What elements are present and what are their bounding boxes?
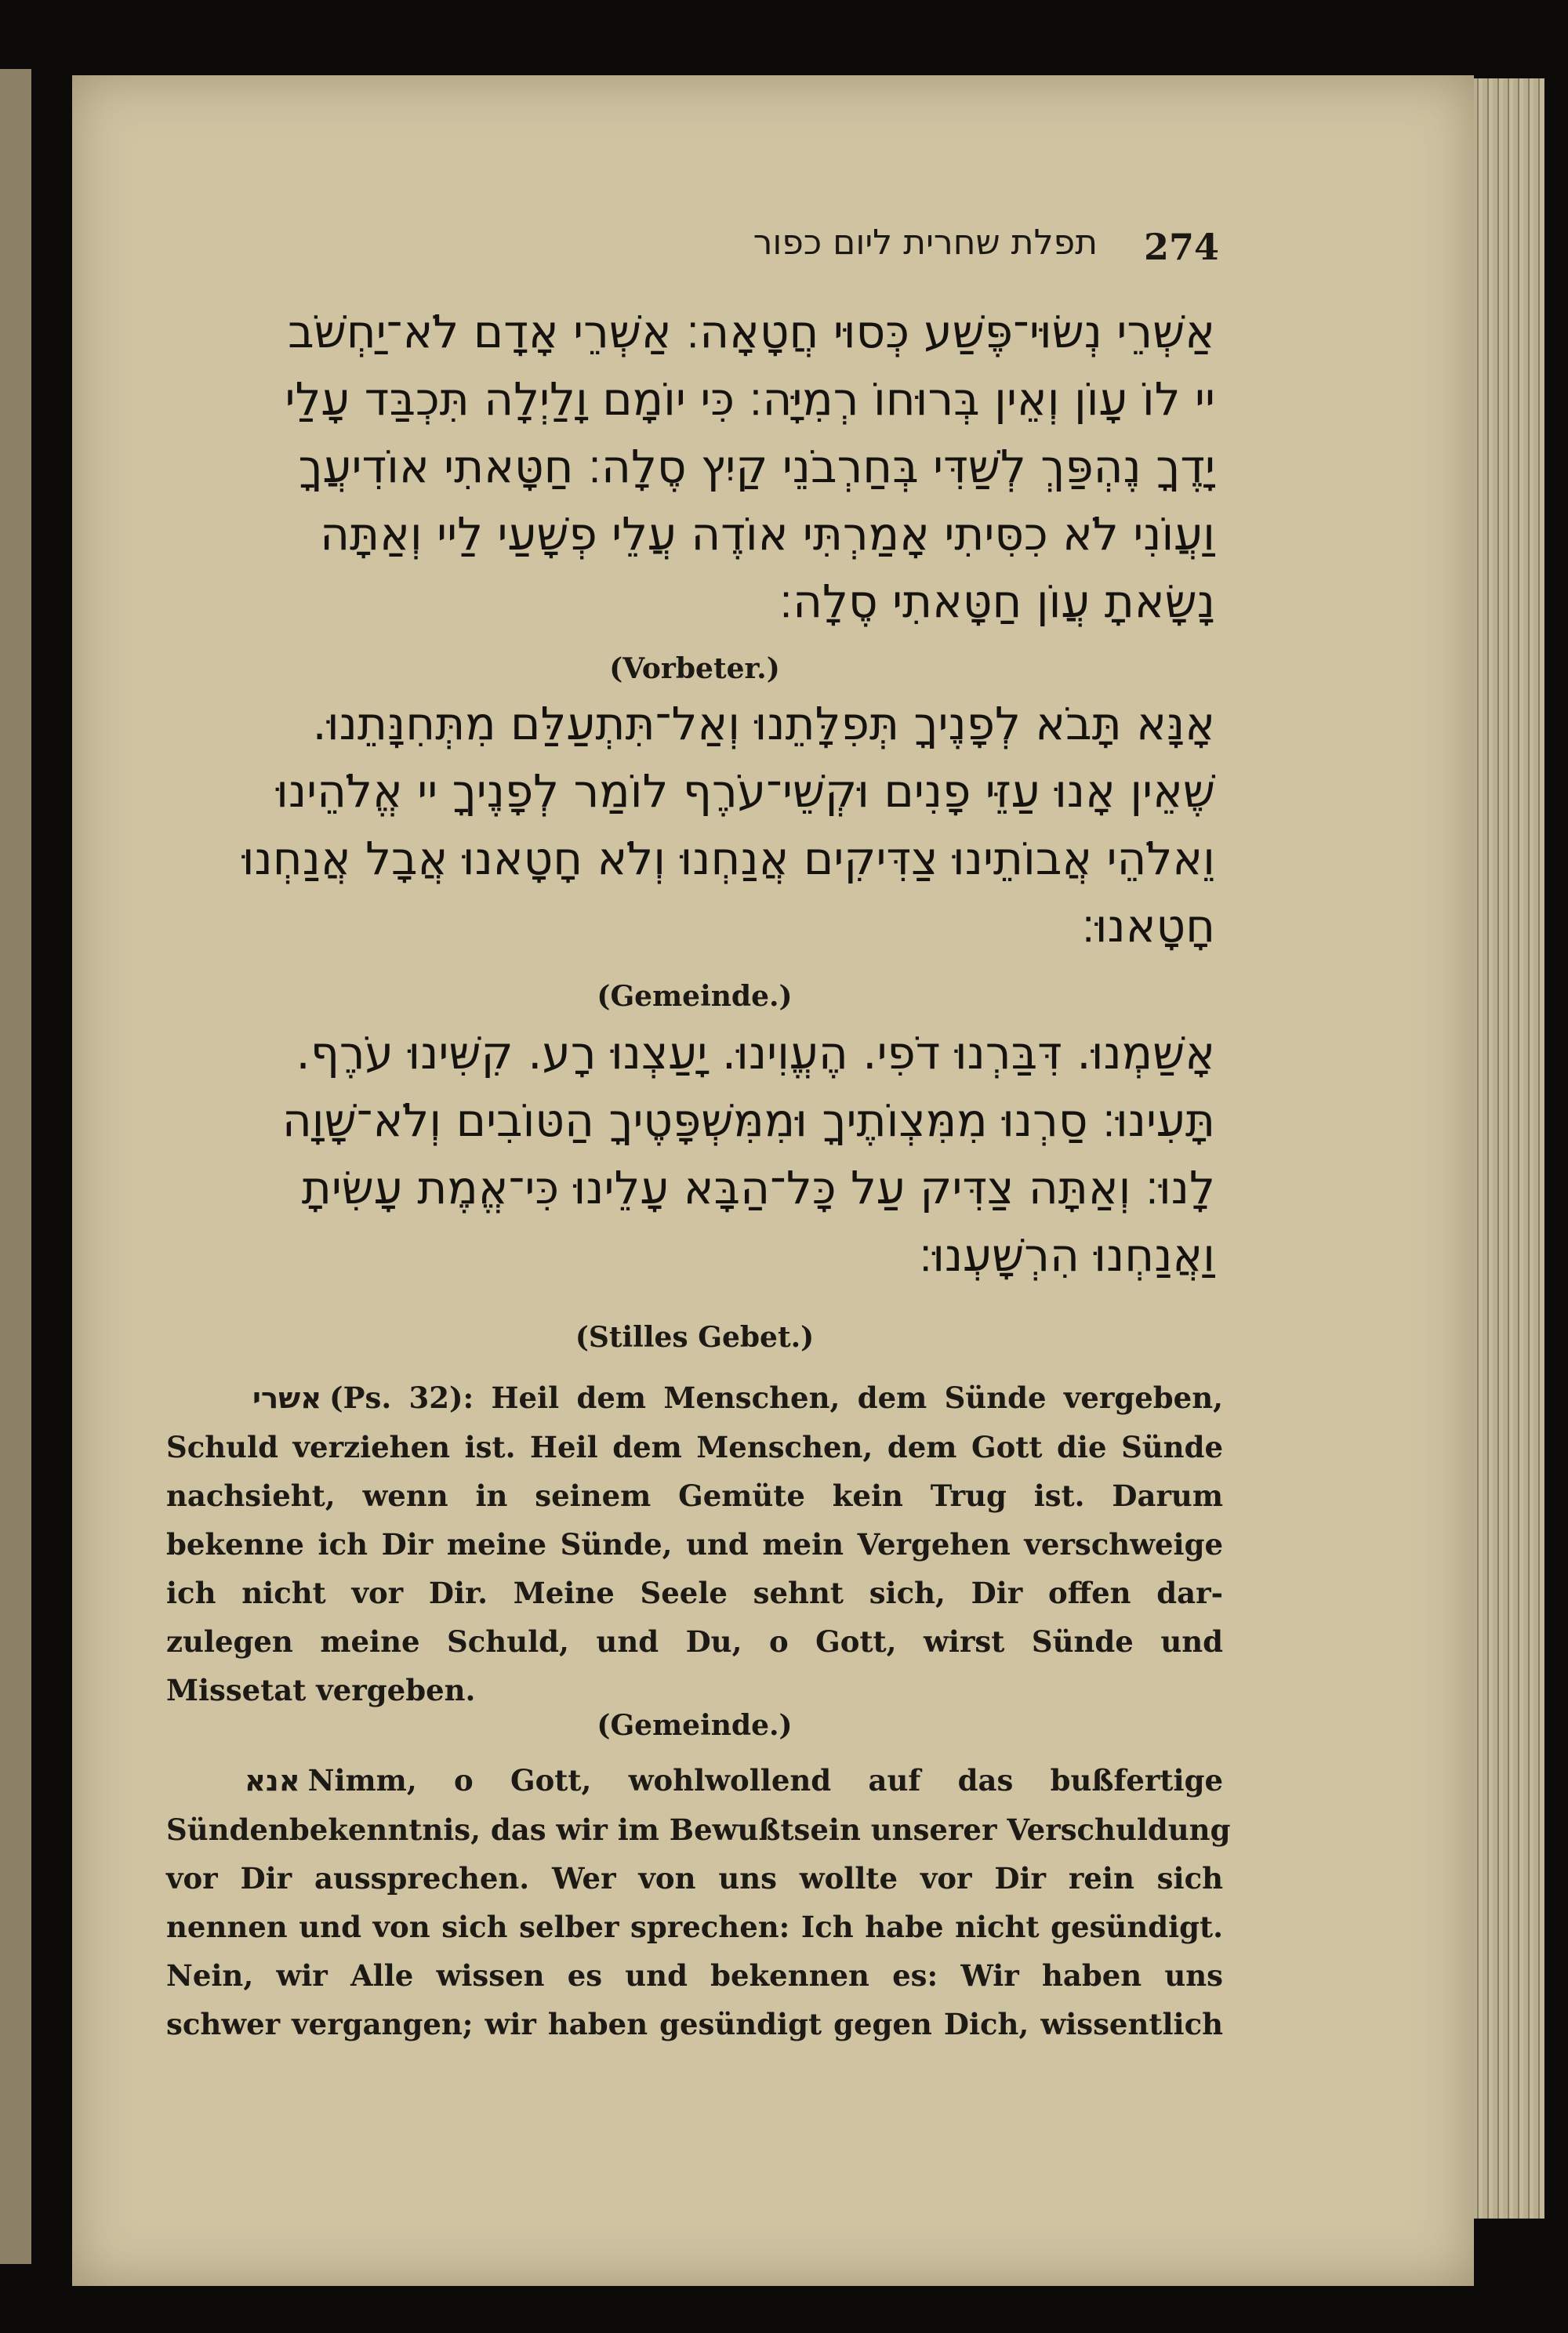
german-ana-line: vor Dir aussprechen. Wer von uns wollte vor Dir rein sich: [166, 1861, 1223, 1896]
label-stilles-gebet: (Stilles Gebet.): [575, 1321, 815, 1354]
hebrew-ashamnu-line: וַאֲנַחְנוּ הִרְשָׁעְנוּ׃: [919, 1228, 1215, 1282]
german-ana-line: אנא Nimm, o Gott, wohlwollend auf das bußfertige: [245, 1763, 1223, 1798]
hebrew-psalm-line: וַעֲוֹנִי לֹא כִסִּיתִי אָמַרְתִּי אוֹדֶה עֲלֵי פְשָׁעַי לַיי וְאַתָּה: [320, 507, 1215, 561]
hebrew-lead-word: אנא: [245, 1764, 300, 1798]
german-psalm-paragraph: [166, 1373, 1223, 1714]
hebrew-ashamnu-line: לָנוּ׃ וְאַתָּה צַדִּיק עַל כָּל־הַבָּא עָלֵינוּ כִּי־אֱמֶת עָשִׂיתָ: [301, 1161, 1215, 1214]
german-psalm-line: אשרי (Ps. 32): Heil dem Menschen, dem Sünde vergeben,: [252, 1381, 1223, 1415]
german-psalm-line: zulegen meine Schuld, und Du, o Gott, wirst Sünde und: [166, 1624, 1223, 1659]
hebrew-psalm-line: נָשָׂאתָ עֲוֹן חַטָּאתִי סֶלָה׃: [779, 575, 1215, 628]
hebrew-psalm-line: יי לוֹ עָוֹן וְאֵין בְּרוּחוֹ רְמִיָּה׃ כִּי יוֹמָם וָלַיְלָה תִּכְבַּד עָלַי: [285, 372, 1215, 426]
previous-page-edge: [0, 69, 31, 2264]
hebrew-ana-line: חָטָאנוּ׃: [1081, 899, 1215, 952]
label-gemeinde: (Gemeinde.): [597, 1709, 793, 1742]
hebrew-ana-line: וֵאלֹהֵי אֲבוֹתֵינוּ צַדִּיקִים אֲנַחְנוּ וְלֹא חָטָאנוּ אֲבָל אֲנַחְנוּ: [241, 832, 1215, 885]
hebrew-ana-line: אָנָּא תָּבֹא לְפָנֶיךָ תְּפִלָּתֵנוּ וְאַל־תִּתְעַלַּם מִתְּחִנָּתֵנוּ.: [312, 697, 1215, 750]
german-ana-line: nennen und von sich selber sprechen: Ich habe nicht gesündigt.: [166, 1910, 1223, 1944]
german-psalm-line: ich nicht vor Dir. Meine Seele sehnt sich, Dir offen dar-: [166, 1576, 1223, 1610]
german-psalm-line: bekenne ich Dir meine Sünde, und mein Vergehen verschweige: [166, 1527, 1223, 1562]
hebrew-ana-block: [174, 690, 1215, 960]
german-psalm-line: Missetat vergeben.: [166, 1673, 476, 1707]
hebrew-psalm-line: יָדֶךָ נֶהְפַּךְ לְשַׁדִּי בְּחַרְבֹנֵי קַיִץ סֶלָה׃ חַטָּאתִי אוֹדִיעֲךָ: [298, 440, 1215, 493]
hebrew-ashamnu-block: [174, 1019, 1215, 1289]
label-gemeinde: (Gemeinde.): [597, 980, 793, 1013]
hebrew-psalm-line: אַשְׁרֵי נְשׂוּי־פֶּשַׁע כְּסוּי חֲטָאָה׃ אַשְׁרֵי אָדָם לֹא־יַחְשֹׁב: [288, 305, 1215, 358]
german-ana-line: Sündenbekenntnis, das wir im Bewußtsein unserer Verschuldung: [166, 1812, 1231, 1847]
german-ana-line: schwer vergangen; wir haben gesündigt gegen Dich, wissentlich: [166, 2007, 1223, 2041]
german-ana-paragraph: [166, 1756, 1231, 2048]
hebrew-lead-word: אשרי: [252, 1381, 322, 1415]
german-ana-line: Nein, wir Alle wissen es und bekennen es: Wir haben uns: [166, 1958, 1223, 1993]
german-psalm-line: Schuld verziehen ist. Heil dem Menschen, dem Gott die Sünde: [166, 1430, 1223, 1464]
hebrew-ashamnu-line: תָּעִינוּ׃ סַרְנוּ מִמִּצְוֹתֶיךָ וּמִמִּשְׁפָּטֶיךָ הַטּוֹבִים וְלֹא־שָׁוָה: [281, 1094, 1215, 1147]
page-number: 274: [1143, 226, 1219, 268]
hebrew-ashamnu-line: אָשַׁמְנוּ. דִּבַּרְנוּ דֹפִי. הֶעֱוִינוּ. יָעַצְנוּ רָע. קִשִּׁינוּ עֹרֶף.: [296, 1026, 1215, 1079]
hebrew-ana-line: שֶׁאֵין אָנוּ עַזֵּי פָנִים וּקְשֵׁי־עֹרֶף לוֹמַר לְפָנֶיךָ יי אֱלֹהֵינוּ: [276, 764, 1215, 818]
hebrew-psalm-block: [174, 298, 1215, 635]
german-psalm-line: nachsieht, wenn in seinem Gemüte kein Trug ist. Darum: [166, 1479, 1223, 1513]
label-vorbeter: (Vorbeter.): [609, 652, 780, 685]
running-title: תפלת שחרית ליום כפור: [753, 223, 1098, 263]
